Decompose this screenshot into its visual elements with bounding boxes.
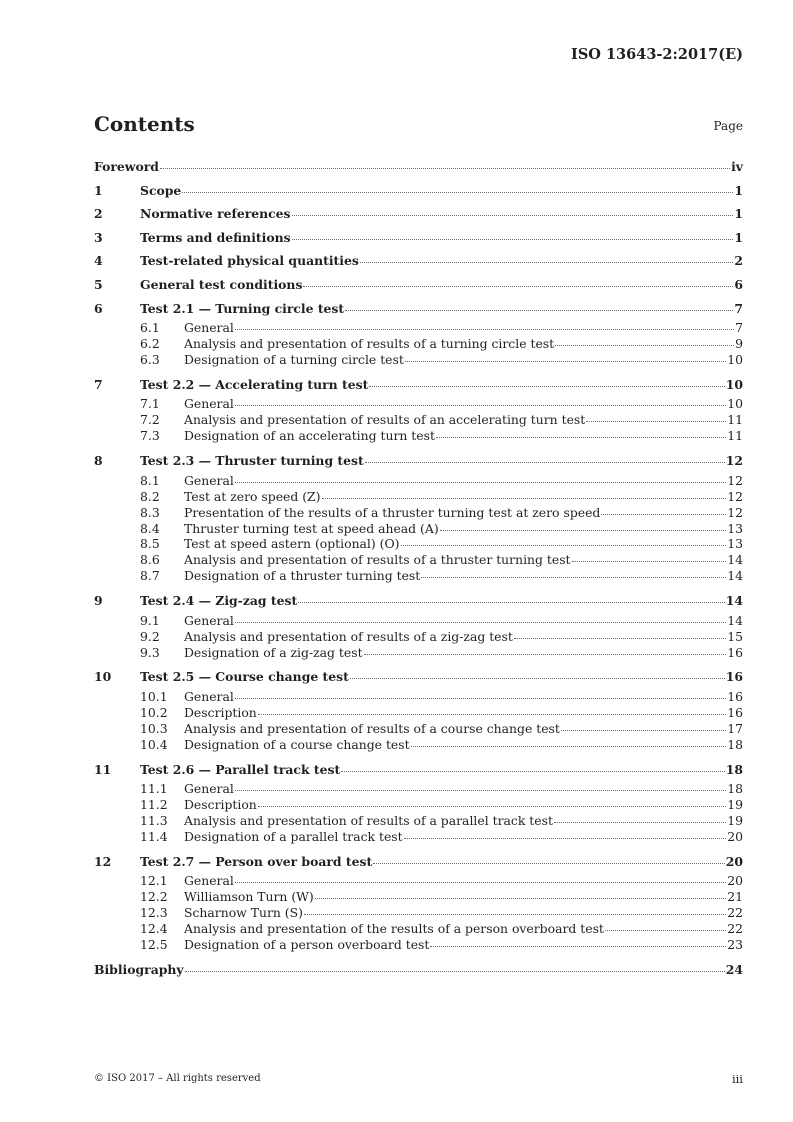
toc-entry-number: 11.3	[140, 813, 168, 829]
toc-entry-title: Thruster turning test at speed ahead (A)	[184, 520, 439, 536]
toc-entry-number: 10	[94, 669, 112, 685]
toc-entry-section-1[interactable]	[94, 179, 743, 203]
toc-entry-number: 8.7	[140, 568, 160, 584]
toc-entry-section-7[interactable]	[94, 373, 743, 397]
toc-entry-number: 12.1	[140, 873, 168, 889]
toc-entry-section-10[interactable]	[94, 665, 743, 689]
toc-entry-title: General	[184, 612, 234, 628]
toc-entry-title: Designation of a course change test	[184, 736, 410, 752]
dot-leader	[182, 192, 733, 193]
dot-leader	[235, 329, 734, 330]
toc-entry-number: 9.2	[140, 628, 160, 644]
toc-entry-page: 7	[734, 300, 743, 316]
toc-entry-page: 15	[727, 628, 743, 644]
toc-entry-number: 11.2	[140, 797, 168, 813]
toc-entry-section-12[interactable]	[94, 850, 743, 874]
toc-entry-number: 11	[94, 761, 112, 777]
toc-entry-title: Bibliography	[94, 962, 184, 977]
dot-leader	[303, 286, 733, 287]
toc-entry-subsection-7-1[interactable]	[94, 396, 743, 412]
toc-entry-number: 12.3	[140, 905, 168, 921]
toc-entry-title: Description	[184, 797, 257, 813]
toc-entry-subsection-10-4[interactable]	[94, 737, 743, 753]
toc-entry-number: 8.2	[140, 488, 160, 504]
toc-entry-number: 6.2	[140, 336, 160, 352]
toc-entry-section-2[interactable]	[94, 202, 743, 226]
toc-entry-page: 11	[727, 412, 743, 428]
dot-leader	[365, 462, 725, 463]
toc-entry-title: General test conditions	[140, 276, 303, 292]
toc-entry-title: Designation of a turning circle test	[184, 351, 404, 367]
toc-entry-number: 7.1	[140, 396, 160, 412]
toc-entry-number: 10.2	[140, 704, 168, 720]
toc-entry-number: 9.1	[140, 612, 160, 628]
dot-leader	[440, 530, 727, 531]
dot-leader	[364, 654, 727, 655]
toc-entry-number: 3	[94, 229, 103, 245]
toc-entry-page: 13	[727, 520, 743, 536]
toc-entry-title: Test 2.4 — Zig-zag test	[140, 593, 298, 609]
dot-leader	[554, 822, 726, 823]
dot-leader	[235, 405, 726, 406]
dot-leader	[436, 437, 726, 438]
toc-entry-page: 14	[727, 568, 743, 584]
dot-leader	[411, 746, 727, 747]
toc-entry-subsection-9-1[interactable]	[94, 613, 743, 629]
toc-entry-subsection-9-3[interactable]	[94, 645, 743, 661]
toc-entry-subsection-6-2[interactable]	[94, 336, 743, 352]
toc-entry-number: 8	[94, 453, 103, 469]
dot-leader	[235, 622, 726, 623]
toc-entry-page: 20	[727, 873, 743, 889]
toc-entry-title: Analysis and presentation of results of a turning circle test	[184, 336, 555, 352]
toc-entry-section-9[interactable]	[94, 589, 743, 613]
dot-leader	[401, 545, 727, 546]
toc-entry-foreword[interactable]	[94, 155, 743, 179]
toc-entry-title: Analysis and presentation of results of a thruster turning test	[184, 552, 571, 568]
toc-entry-title: Analysis and presentation of results of a course change test	[184, 720, 560, 736]
toc-entry-page: 1	[734, 182, 743, 198]
page-column-label: Page	[713, 119, 743, 133]
toc-entry-number: 11.1	[140, 781, 168, 797]
toc-entry-number: 5	[94, 276, 103, 292]
toc-entry-page: 18	[727, 736, 743, 752]
toc-entry-subsection-11-4[interactable]	[94, 829, 743, 845]
toc-entry-page: 14	[725, 593, 743, 609]
toc-entry-number: 9	[94, 593, 103, 609]
dot-leader	[369, 386, 724, 387]
dot-leader	[555, 345, 734, 346]
toc-entry-title: General	[184, 781, 234, 797]
toc-entry-page: iv	[731, 159, 743, 174]
toc-entry-subsection-8-1[interactable]	[94, 473, 743, 489]
toc-entry-page: 14	[727, 552, 743, 568]
toc-entry-title: Williamson Turn (W)	[184, 889, 314, 905]
toc-entry-title: Analysis and presentation of results of a parallel track test	[184, 813, 553, 829]
dot-leader	[292, 239, 734, 240]
toc-entry-number: 11.4	[140, 828, 168, 844]
toc-entry-title: Analysis and presentation of results of a zig-zag test	[184, 628, 513, 644]
toc-entry-subsection-11-3[interactable]	[94, 813, 743, 829]
toc-entry-page: 19	[727, 797, 743, 813]
toc-entry-title: Analysis and presentation of the results of a person overboard test	[184, 921, 604, 937]
copyright-notice: © ISO 2017 – All rights reserved	[94, 1073, 261, 1084]
toc-entry-page: 11	[727, 428, 743, 444]
toc-entry-title: Test at speed astern (optional) (O)	[184, 536, 400, 552]
toc-entry-title: Test 2.2 — Accelerating turn test	[140, 376, 369, 392]
dot-leader	[561, 730, 726, 731]
toc-entry-page: 17	[727, 720, 743, 736]
toc-entry-subsection-8-6[interactable]	[94, 552, 743, 568]
toc-entry-number: 12.5	[140, 937, 168, 953]
toc-entry-section-8[interactable]	[94, 449, 743, 473]
dot-leader	[298, 602, 725, 603]
toc-entry-number: 1	[94, 182, 103, 198]
dot-leader	[430, 946, 726, 947]
toc-entry-subsection-8-3[interactable]	[94, 505, 743, 521]
toc-entry-title: Normative references	[140, 206, 291, 222]
toc-entry-number: 6	[94, 300, 103, 316]
toc-entry-title: General	[184, 396, 234, 412]
dot-leader	[235, 482, 726, 483]
toc-entry-page: 23	[727, 937, 743, 953]
toc-entry-subsection-8-5[interactable]	[94, 536, 743, 552]
toc-entry-bibliography[interactable]	[94, 958, 743, 982]
toc-entry-number: 2	[94, 206, 103, 222]
toc-entry-title: Test 2.5 — Course change test	[140, 669, 349, 685]
toc-entry-page: 13	[727, 536, 743, 552]
dot-leader	[235, 698, 726, 699]
toc-entry-title: Description	[184, 704, 257, 720]
toc-entry-page: 12	[725, 453, 743, 469]
toc-entry-page: 18	[725, 761, 743, 777]
toc-entry-number: 8.1	[140, 472, 160, 488]
toc-entry-number: 9.3	[140, 644, 160, 660]
toc-entry-subsection-10-2[interactable]	[94, 705, 743, 721]
toc-entry-page: 16	[727, 689, 743, 705]
toc-entry-page: 9	[735, 336, 743, 352]
dot-leader	[292, 215, 734, 216]
toc-entry-page: 16	[727, 644, 743, 660]
toc-sections	[94, 179, 743, 953]
toc-entry-number: 8.4	[140, 520, 160, 536]
dot-leader	[322, 498, 727, 499]
toc-entry-page: 12	[727, 488, 743, 504]
toc-entry-title: Analysis and presentation of results of an accelerating turn test	[184, 412, 586, 428]
dot-leader	[514, 638, 726, 639]
dot-leader	[360, 262, 734, 263]
toc-entry-title: Designation of an accelerating turn test	[184, 428, 435, 444]
dot-leader	[185, 971, 725, 972]
toc-entry-number: 6.3	[140, 351, 160, 367]
dot-leader	[341, 771, 725, 772]
toc-entry-page: 10	[725, 376, 743, 392]
toc-entry-page: 22	[727, 905, 743, 921]
toc-entry-title: Foreword	[94, 159, 159, 174]
page-title: Contents	[94, 112, 195, 136]
toc-entry-number: 8.5	[140, 536, 160, 552]
toc-entry-title: Test 2.3 — Thruster turning test	[140, 453, 364, 469]
toc-entry-title: Scope	[140, 182, 182, 198]
toc-entry-subsection-12-5[interactable]	[94, 937, 743, 953]
toc-entry-subsection-12-1[interactable]	[94, 873, 743, 889]
toc-entry-number: 10.3	[140, 720, 168, 736]
toc-entry-subsection-9-2[interactable]	[94, 629, 743, 645]
dot-leader	[345, 310, 733, 311]
dot-leader	[572, 561, 727, 562]
dot-leader	[421, 577, 726, 578]
toc-entry-number: 10.1	[140, 689, 168, 705]
dot-leader	[160, 168, 730, 169]
toc-entry-subsection-6-1[interactable]	[94, 320, 743, 336]
toc-entry-section-4[interactable]	[94, 249, 743, 273]
dot-leader	[605, 930, 726, 931]
toc-entry-title: Test-related physical quantities	[140, 253, 359, 269]
toc-entry-number: 8.6	[140, 552, 160, 568]
document-id: ISO 13643-2:2017(E)	[571, 46, 743, 63]
table-of-contents	[94, 155, 743, 982]
toc-entry-subsection-11-1[interactable]	[94, 781, 743, 797]
toc-entry-page: 16	[727, 704, 743, 720]
toc-entry-subsection-6-3[interactable]	[94, 352, 743, 368]
toc-entry-page: 1	[734, 229, 743, 245]
toc-entry-title: General	[184, 689, 234, 705]
toc-entry-subsection-11-2[interactable]	[94, 797, 743, 813]
toc-entry-subsection-7-3[interactable]	[94, 428, 743, 444]
toc-entry-subsection-10-1[interactable]	[94, 689, 743, 705]
toc-entry-page: 24	[725, 962, 743, 977]
dot-leader	[235, 882, 726, 883]
dot-leader	[235, 790, 726, 791]
toc-entry-subsection-8-2[interactable]	[94, 489, 743, 505]
toc-entry-page: 16	[725, 669, 743, 685]
toc-entry-number: 7.3	[140, 428, 160, 444]
dot-leader	[586, 421, 726, 422]
toc-entry-title: Presentation of the results of a thruster turning test at zero speed	[184, 504, 601, 520]
toc-entry-title: Designation of a person overboard test	[184, 937, 430, 953]
toc-entry-subsection-8-7[interactable]	[94, 568, 743, 584]
dot-leader	[404, 838, 727, 839]
toc-entry-number: 12.2	[140, 889, 168, 905]
toc-entry-title: General	[184, 873, 234, 889]
toc-entry-page: 21	[727, 889, 743, 905]
dot-leader	[350, 678, 725, 679]
dot-leader	[315, 898, 726, 899]
toc-entry-title: General	[184, 472, 234, 488]
toc-entry-subsection-12-2[interactable]	[94, 889, 743, 905]
toc-entry-section-6[interactable]	[94, 297, 743, 321]
toc-entry-number: 7.2	[140, 412, 160, 428]
toc-entry-subsection-10-3[interactable]	[94, 721, 743, 737]
toc-entry-number: 8.3	[140, 504, 160, 520]
toc-entry-page: 20	[727, 828, 743, 844]
toc-entry-section-3[interactable]	[94, 226, 743, 250]
toc-entry-title: Designation of a parallel track test	[184, 828, 403, 844]
dot-leader	[258, 714, 726, 715]
dot-leader	[304, 914, 726, 915]
toc-entry-title: Designation of a thruster turning test	[184, 568, 421, 584]
toc-entry-section-5[interactable]	[94, 273, 743, 297]
dot-leader	[601, 514, 726, 515]
dot-leader	[373, 863, 725, 864]
toc-entry-page: 12	[727, 472, 743, 488]
toc-entry-title: Test at zero speed (Z)	[184, 488, 321, 504]
toc-entry-page: 18	[727, 781, 743, 797]
toc-entry-title: Test 2.6 — Parallel track test	[140, 761, 341, 777]
toc-entry-page: 14	[727, 612, 743, 628]
toc-entry-page: 22	[727, 921, 743, 937]
toc-entry-subsection-12-4[interactable]	[94, 921, 743, 937]
toc-entry-subsection-8-4[interactable]	[94, 521, 743, 537]
toc-entry-page: 10	[727, 351, 743, 367]
toc-entry-title: General	[184, 320, 234, 336]
toc-entry-number: 4	[94, 253, 103, 269]
toc-entry-page: 6	[734, 276, 743, 292]
toc-entry-number: 6.1	[140, 320, 160, 336]
toc-entry-subsection-7-2[interactable]	[94, 412, 743, 428]
toc-entry-subsection-12-3[interactable]	[94, 905, 743, 921]
dot-leader	[405, 361, 726, 362]
toc-entry-page: 12	[727, 504, 743, 520]
toc-entry-page: 10	[727, 396, 743, 412]
toc-entry-number: 12	[94, 853, 112, 869]
toc-entry-page: 19	[727, 813, 743, 829]
toc-entry-page: 2	[734, 253, 743, 269]
toc-entry-title: Test 2.1 — Turning circle test	[140, 300, 345, 316]
toc-entry-title: Terms and definitions	[140, 229, 291, 245]
toc-entry-number: 7	[94, 376, 103, 392]
toc-entry-page: 1	[734, 206, 743, 222]
toc-entry-title: Designation of a zig-zag test	[184, 644, 363, 660]
toc-entry-section-11[interactable]	[94, 758, 743, 782]
toc-entry-number: 10.4	[140, 736, 168, 752]
dot-leader	[258, 806, 726, 807]
toc-entry-page: 20	[725, 853, 743, 869]
footer-page-number: iii	[731, 1072, 743, 1086]
toc-entry-number: 12.4	[140, 921, 168, 937]
toc-entry-title: Scharnow Turn (S)	[184, 905, 303, 921]
toc-entry-title: Test 2.7 — Person over board test	[140, 853, 373, 869]
toc-entry-page: 7	[735, 320, 743, 336]
